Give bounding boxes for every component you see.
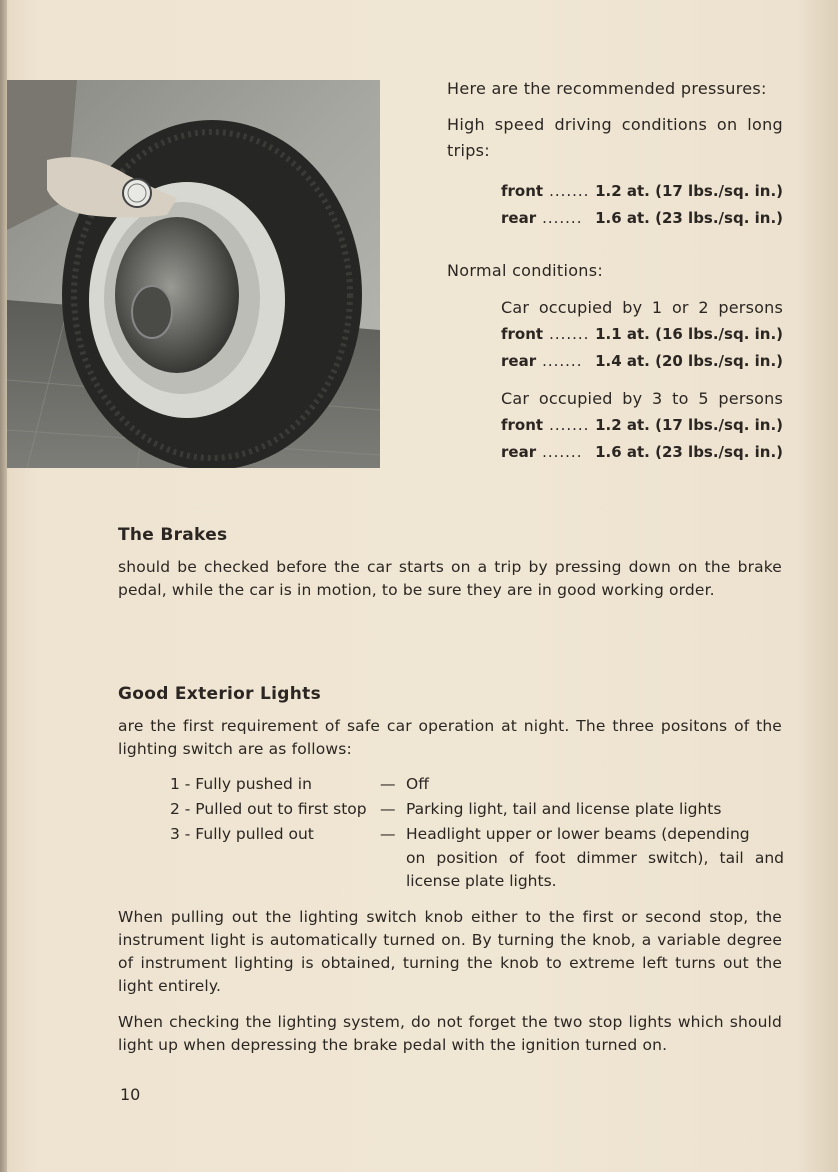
switch-position: 3 - Fully pulled out [170,825,314,843]
leader-dots: ....... [549,182,590,200]
high-speed-rear-row [447,205,783,232]
leader-dots: ....... [542,209,583,227]
pressures-intro: Here are the recommended pressures: [447,79,767,98]
switch-description: — Off [380,775,429,793]
switch-description-text: Parking light, tail and license plate lights [406,800,722,818]
normal-conditions-heading: Normal conditions: [447,261,604,280]
leader-dots: ....... [542,443,583,461]
row-value: 1.1 at. (16 lbs./sq. in.) [595,325,783,343]
recommended-pressures [447,76,783,466]
lighting-switch-positions [170,772,784,893]
row-label: front [501,325,544,343]
group1-heading: Car occupied by 1 or 2 persons [501,298,783,317]
lights-paragraph-1: When pulling out the lighting switch knob either to the first or second stop, the instrument light is automatically turned on. By turning the knob, a variable degree of instrument lighting is obtained, turning the knob to extreme left turns out the light entirely. [118,908,782,995]
lights-intro: are the first requirement of safe car operation at night. The three positons of the lighting switch are as follows: [118,717,782,758]
row-label: rear [501,209,537,227]
switch-position-row [170,772,784,797]
high-speed-heading-cont: trips: [447,141,490,160]
row-label: front [501,416,544,434]
high-speed-front-row [447,178,783,205]
group1-front-row [447,321,783,348]
leader-dots: ....... [542,352,583,370]
lights-heading: Good Exterior Lights [118,684,322,704]
row-label: front [501,182,544,200]
switch-position-row [170,797,784,822]
switch-description: — Headlight upper or lower beams (depending on position of foot dimmer switch), tail and license plate lights. [380,822,784,893]
switch-position: 1 - Fully pushed in [170,775,312,793]
row-value: 1.6 at. (23 lbs./sq. in.) [595,443,783,461]
leader-dots: ....... [549,416,590,434]
tire-illustration [7,80,380,468]
lights-paragraph-2: When checking the lighting system, do not forget the two stop lights which should light up when depressing the brake pedal with the ignition turned on. [118,1013,782,1054]
switch-position: 2 - Pulled out to first stop [170,800,367,818]
switch-description: — Parking light, tail and license plate lights [380,800,722,818]
leader-dots: ....... [549,325,590,343]
group2-heading: Car occupied by 3 to 5 persons [501,389,783,408]
switch-position-row [170,822,784,893]
switch-description-text: Off [406,775,429,793]
row-value: 1.2 at. (17 lbs./sq. in.) [595,182,783,200]
high-speed-heading: High speed driving conditions on long [447,115,783,134]
row-label: rear [501,352,537,370]
page-number: 10 [120,1085,141,1104]
tire-gauge-photo [7,80,380,468]
switch-description-text: Headlight upper or lower beams (depending [406,825,750,843]
group1-rear-row [447,348,783,375]
group2-front-row [447,412,783,439]
row-value: 1.2 at. (17 lbs./sq. in.) [595,416,783,434]
row-value: 1.6 at. (23 lbs./sq. in.) [595,209,783,227]
page-spine [0,0,7,1172]
switch-description-cont: on position of foot dimmer switch), tail and license plate lights. [406,849,784,890]
group2-rear-row [447,439,783,466]
row-label: rear [501,443,537,461]
brakes-heading: The Brakes [118,525,228,545]
row-value: 1.4 at. (20 lbs./sq. in.) [595,352,783,370]
brakes-paragraph: should be checked before the car starts on a trip by pressing down on the brake pedal, while the car is in motion, to be sure they are in good working order. [118,558,782,599]
